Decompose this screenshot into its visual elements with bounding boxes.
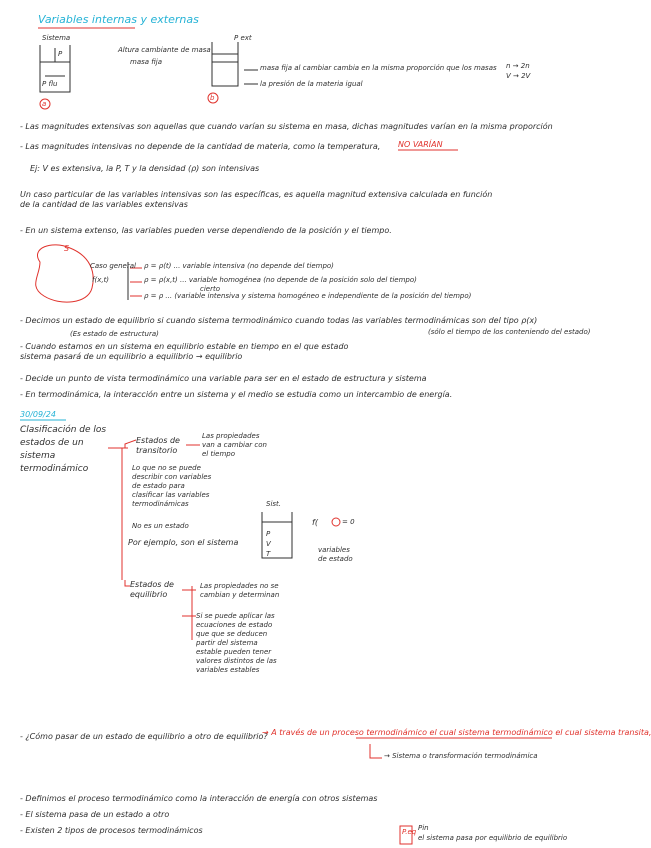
f-label: f( xyxy=(312,518,318,527)
classification-heading: Clasificación de los estados de un sistema termodinámico xyxy=(20,425,107,474)
sist-label: Sist. xyxy=(266,500,282,508)
sist-t: T xyxy=(266,550,271,558)
right-arrow-text-2: la presión de la materia igual xyxy=(260,80,363,88)
state-label: = 0 xyxy=(342,518,355,526)
branch-mid-note-2: No es un estado xyxy=(132,522,189,530)
rho-r2b: cierto xyxy=(200,285,221,293)
date-label: 30/09/24 xyxy=(20,410,56,419)
mid-text-2: masa fija xyxy=(130,58,163,66)
footer-answer: → A través de un proceso termodinámico el cual sistema termodinámico el cual sistema transita, xyxy=(262,728,651,737)
right-arrow-text: masa fija al cambiar cambia en la misma proporción que los masas xyxy=(260,64,497,72)
branch-equilibrio-desc: Las propiedades no se cambian y determinan xyxy=(200,582,280,599)
s-label: S xyxy=(64,244,70,253)
f-circle xyxy=(332,518,340,526)
mid-text: Altura cambiante de masa xyxy=(118,46,211,54)
branch-mid-text: Por ejemplo, son el sistema xyxy=(128,538,239,547)
note-example: Ej: V es extensiva, la P, T y la densidad (ρ) son intensivas xyxy=(30,164,260,173)
rho-r2: ρ = ρ(x,t) ... variable homogénea (no depende de la posición solo del tiempo) xyxy=(144,276,417,284)
footer-bottom-right: el sistema pasa por equilibrio de equilibrio xyxy=(418,834,568,842)
caso-general: Caso general xyxy=(90,262,136,270)
note-intensive: - Las magnitudes intensivas no depende de la cantidad de materia, como la temperatura, xyxy=(20,142,381,151)
rho-r1: ρ = ρ(t) ... variable intensiva (no depende del tiempo) xyxy=(144,262,334,270)
branch-mid-note: Lo que no se puede describir con variables de estado para clasificar las variables termodinámicas xyxy=(132,464,212,508)
sist-v: V xyxy=(266,540,271,548)
note-specific: Un caso particular de las variables intensivas son las específicas, es aquella magnitud extensiva calculada en función de la cantidad de las variables extensivas xyxy=(20,190,493,209)
footer-line-3: - Existen 2 tipos de procesos termodinámicos xyxy=(20,826,203,835)
cylinder-b xyxy=(212,42,238,86)
note-interaction: - En termodinámica, la interacción entre un sistema y el medio se estudia como un intercambio de energía. xyxy=(20,390,453,399)
p-ext-label: P ext xyxy=(234,34,252,42)
branch-equilibrio-desc-2: Si se puede aplicar las ecuaciones de estado que que se deducen partir del sistema estable pueden tener valores distintos de las variables estables xyxy=(196,612,277,674)
circle-a-label: a xyxy=(42,100,47,108)
note-no-varian: NO VARÍAN xyxy=(398,140,443,149)
circle-b-label: b xyxy=(210,94,215,102)
branch-equilibrio: Estados de equilibrio xyxy=(130,580,174,599)
n-label: n → 2n xyxy=(506,62,530,70)
note-equilibrium: - Decimos un estado de equilibrio si cuando sistema termodinámico cuando todas las variables termodinámicas son del tipo ρ(x) xyxy=(20,316,538,325)
p-label: P xyxy=(58,50,63,58)
footer-bottom-right-3: P.eq xyxy=(402,828,417,836)
note-structure: (Es estado de estructura) xyxy=(70,330,159,338)
sist-p: P xyxy=(266,530,271,538)
footer-bottom-right-2: Pin xyxy=(418,824,429,832)
footer-question: - ¿Cómo pasar de un estado de equilibrio a otro de equilibrio? xyxy=(20,732,268,741)
footer-line-2: - El sistema pasa de un estado a otro xyxy=(20,810,170,819)
var-label: variables de estado xyxy=(318,546,353,563)
sistema-label: Sistema xyxy=(42,34,71,42)
tree-branch-top xyxy=(125,440,136,448)
note-extended: - En un sistema extenso, las variables pueden verse dependiendo de la posición y el tiempo. xyxy=(20,226,392,235)
note-extensive: - Las magnitudes extensivas son aquellas que cuando varían su sistema en masa, dichas magnitudes varían en la misma proporción xyxy=(20,122,553,131)
note-viewpoint: - Decide un punto de vista termodinámico una variable para ser en el estado de estructura y sistema xyxy=(20,374,427,383)
page-title: Variables internas y externas xyxy=(38,13,199,26)
ft-label: f(x,t) xyxy=(92,276,110,284)
footer-line-1: - Definimos el proceso termodinámico como la interacción de energía con otros sistemas xyxy=(20,794,378,803)
branch-transitorio: Estados de transitorio xyxy=(136,436,180,455)
rho-r3: ρ = ρ ... (variable intensiva y sistema homogéneo e independiente de la posición del tiempo) xyxy=(144,292,472,300)
note-stable: - Cuando estamos en un sistema en equilibrio estable en tiempo en el que estado sistema pasará de un equilibrio a equilibrio → equilibrio xyxy=(20,342,349,361)
answer-branch xyxy=(370,744,382,758)
note-equilibrium-aside: (sólo el tiempo de los conteniendo del estado) xyxy=(428,328,591,336)
p-flu-label: P flu xyxy=(42,80,58,88)
branch-transitorio-desc: Las propiedades van a cambiar con el tiempo xyxy=(202,432,267,458)
footer-answer-sub: → Sistema o transformación termodinámica xyxy=(384,752,538,760)
v-label: V → 2V xyxy=(506,72,531,80)
